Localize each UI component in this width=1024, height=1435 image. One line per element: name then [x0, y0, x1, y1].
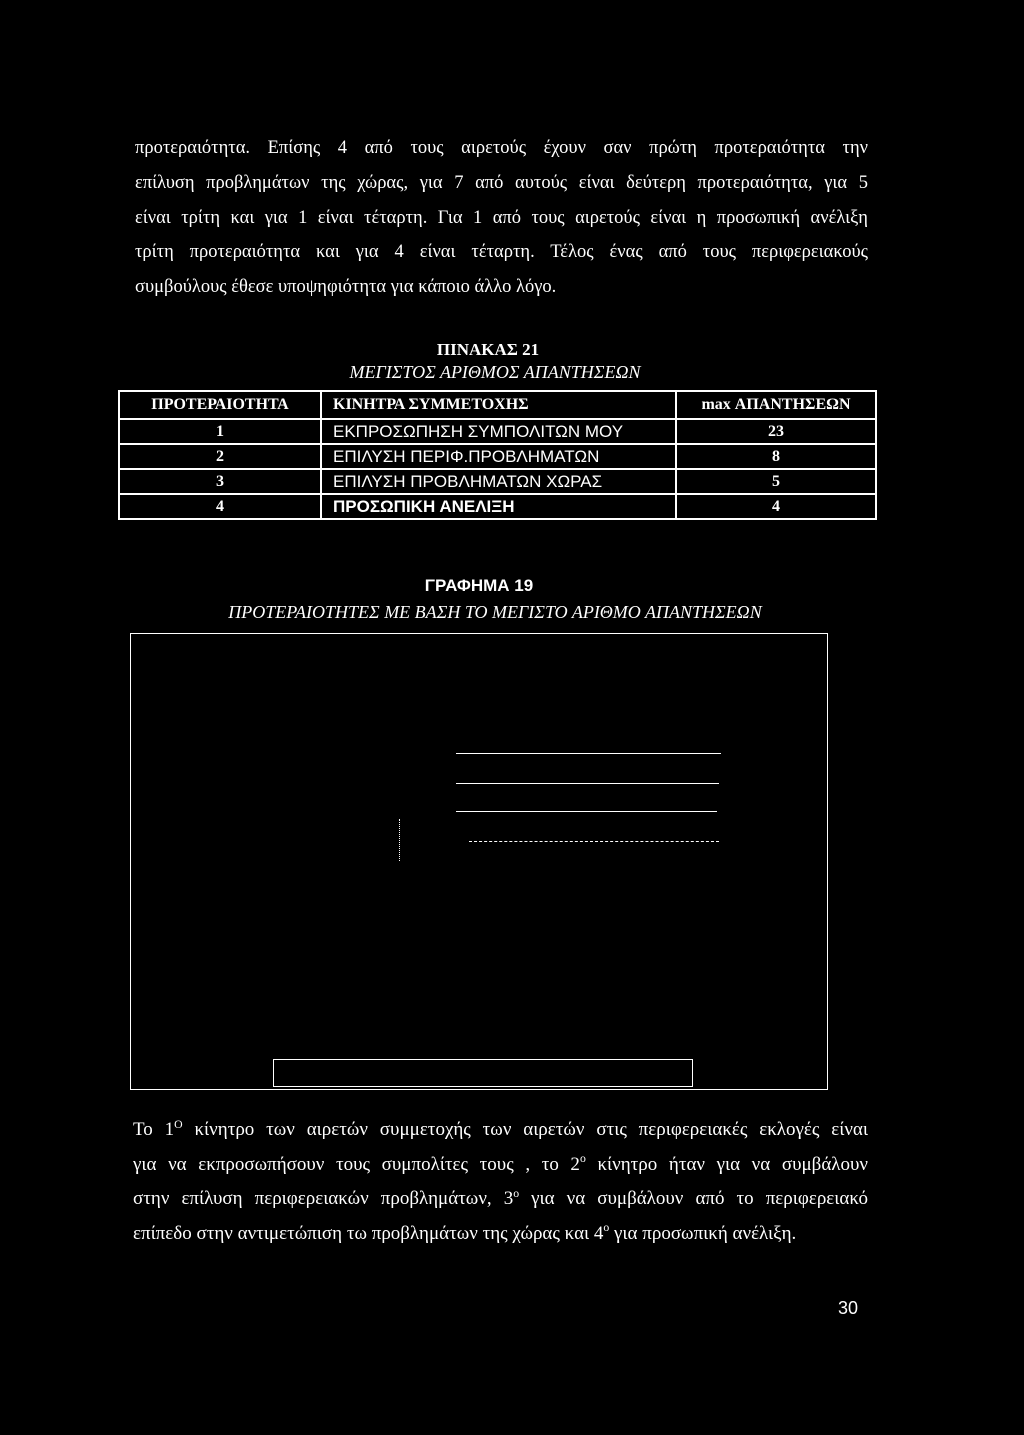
paragraph-2-line: [133, 1217, 868, 1252]
table-title: ΠΙΝΑΚΑΣ 21: [436, 340, 540, 359]
max-responses-cell: 5: [676, 469, 876, 494]
paragraph-2-line: [133, 1182, 868, 1217]
priority-cell: 4: [119, 494, 321, 519]
priority-cell: 3: [119, 469, 321, 494]
table-row: [119, 419, 876, 444]
text-segment: κίνητρο των αιρετών συμμετοχής των αιρετών στις περιφερειακές εκλογές είναι: [182, 1119, 868, 1140]
table-header-row: [119, 391, 876, 419]
text-segment: κίνητρο ήταν για να συμβάλουν: [585, 1153, 868, 1175]
gridline: [456, 753, 721, 754]
column-header-priority: ΠΡΟΤΕΡΑΙΟΤΗΤΑ: [119, 391, 321, 419]
paragraph-2-line: [133, 1113, 868, 1148]
text-segment: στην επίλυση περιφερειακών προβλημάτων, 3: [133, 1188, 514, 1209]
text-segment: Το 1: [133, 1119, 175, 1140]
column-header-motive: ΚΙΝΗΤΡΑ ΣΥΜΜΕΤΟΧΗΣ: [321, 391, 676, 419]
ordinal-superscript: O: [174, 1117, 183, 1131]
paragraph-1-line: επίλυση προβλημάτων της χώρας, για 7 από αυτούς είναι δεύτερη προτεραιότητα, για 5: [135, 172, 868, 193]
priority-cell: 2: [119, 444, 321, 469]
paragraph-1: [135, 131, 868, 305]
gridline: [456, 811, 717, 812]
paragraph-1-line: συμβούλους έθεσε υποψηφιότητα για κάποιο άλλο λόγο.: [135, 277, 557, 297]
table-subtitle: ΜΕΓΙΣΤΟΣ ΑΡΙΘΜΟΣ ΑΠΑΝΤΗΣΕΩΝ: [349, 362, 641, 382]
table-row: [119, 494, 876, 519]
ordinal-superscript: ο: [513, 1186, 520, 1200]
motive-cell: ΕΠΙΛΥΣΗ ΠΡΟΒΛΗΜΑΤΩΝ ΧΩΡΑΣ: [321, 469, 676, 494]
gridline: [469, 841, 719, 842]
text-segment: για να εκπροσωπήσουν τους συμπολίτες τους , το 2: [133, 1153, 580, 1175]
chart-frame: [130, 633, 828, 1090]
motive-cell: ΕΚΠΡΟΣΩΠΗΣΗ ΣΥΜΠΟΛΙΤΩΝ ΜΟΥ: [321, 419, 676, 444]
page-number: 30: [838, 1298, 859, 1318]
ordinal-superscript: ο: [603, 1221, 610, 1235]
column-header-max-responses: max ΑΠΑΝΤΗΣΕΩΝ: [676, 391, 876, 419]
text-segment: για προσωπική ανέλιξη.: [609, 1222, 797, 1244]
paragraph-1-line: τρίτη προτεραιότητα και για 4 είναι τέταρτη. Τέλος ένας από τους περιφερειακούς: [135, 242, 868, 263]
axis-tick-mark: [399, 819, 400, 861]
motive-cell: ΠΡΟΣΩΠΙΚΗ ΑΝΕΛΙΞΗ: [321, 494, 676, 519]
max-responses-cell: 4: [676, 494, 876, 519]
priorities-table: [118, 390, 877, 520]
legend-box: [273, 1059, 693, 1087]
max-responses-cell: 23: [676, 419, 876, 444]
max-responses-cell: 8: [676, 444, 876, 469]
paragraph-1-line: είναι τρίτη και για 1 είναι τέταρτη. Για 1 από τους αιρετούς είναι η προσωπική ανέλιξη: [135, 207, 868, 228]
text-segment: για να συμβάλουν από το περιφερειακό: [519, 1188, 868, 1209]
priority-cell: 1: [119, 419, 321, 444]
figure-title: ΓΡΑΦΗΜΑ 19: [424, 576, 534, 595]
paragraph-2-line: [133, 1148, 868, 1183]
paragraph-1-line: προτεραιότητα. Επίσης 4 από τους αιρετούς έχουν σαν πρώτη προτεραιότητα την: [135, 138, 868, 158]
figure-subtitle: ΠΡΟΤΕΡΑΙΟΤΗΤΕΣ ΜΕ ΒΑΣΗ ΤΟ ΜΕΓΙΣΤΟ ΑΡΙΘΜΟ ΑΠΑΝΤΗΣΕΩΝ: [228, 602, 762, 622]
gridline: [456, 783, 719, 784]
text-segment: επίπεδο στην αντιμετώπιση τω προβλημάτων της χώρας και 4: [133, 1222, 604, 1244]
table-row: [119, 469, 876, 494]
motive-cell: ΕΠΙΛΥΣΗ ΠΕΡΙΦ.ΠΡΟΒΛΗΜΑΤΩΝ: [321, 444, 676, 469]
table-row: [119, 444, 876, 469]
paragraph-2: [133, 1113, 868, 1251]
ordinal-superscript: ο: [579, 1152, 586, 1166]
